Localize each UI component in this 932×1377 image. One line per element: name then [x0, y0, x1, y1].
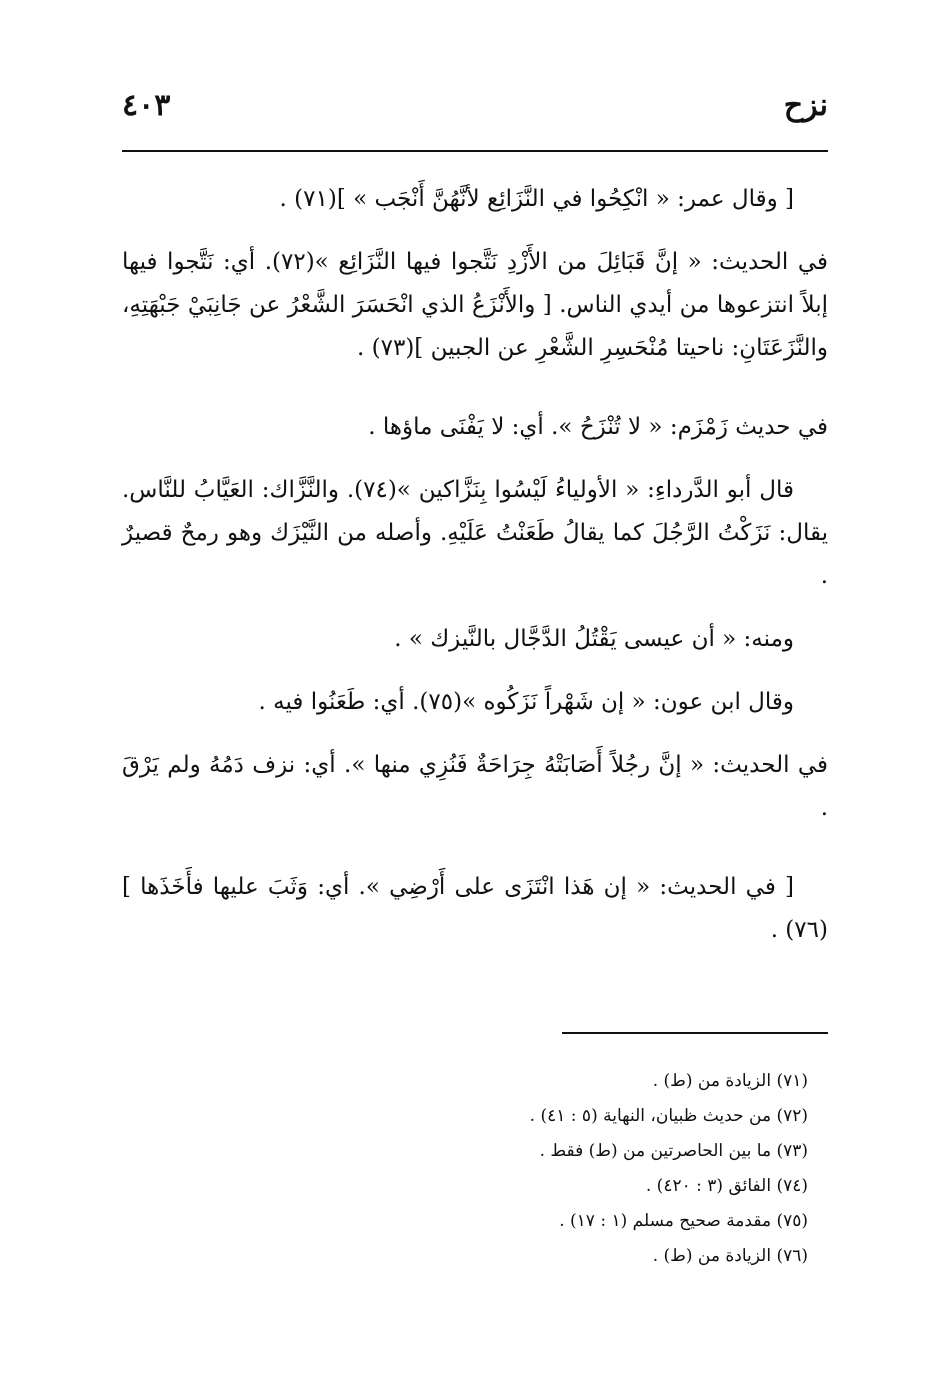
footnote-71: (٧١) الزيادة من (ط) . — [652, 1071, 808, 1091]
footnote-76: (٧٦) الزيادة من (ط) . — [652, 1246, 808, 1266]
paragraph-ibn-awn: وقال ابن عون: « إن شَهْراً نَزَكُوه »(٧٥). أي: طَعَنُوا فيه . — [258, 689, 794, 715]
footnote-74: (٧٤) الفائق (٣ : ٤٢٠) . — [645, 1176, 808, 1196]
paragraph-nazaie: في الحديث: « إنَّ قَبَائِلَ من الأَزْدِ نَتَّجوا فيها النَّزَائِع »(٧٢). أي: نَتَّجوا فيها إبلاً انتزعوها من أيدي الناس. [ والأَنْزَعُ الذي انْحَسَرَ الشَّعْرُ عن جَانِبَيْ جَبْهَتِهِ، والنَّزَعَتَانِ: ناحيتا مُنْحَسِرِ الشَّعْرِ عن الجبين ](٧٣) . — [122, 249, 828, 361]
page-number: ٤٠٣ — [122, 88, 171, 123]
footnote-72: (٧٢) من حديث ظبيان، النهاية (٥ : ٤١) . — [529, 1106, 808, 1126]
footnote-73: (٧٣) ما بين الحاصرتين من (ط) فقط . — [539, 1141, 808, 1161]
footnotes — [122, 1064, 828, 1274]
paragraph-nuzi: في الحديث: « إنَّ رجُلاً أَصَابَتْهُ جِرَاحَةٌ فَنُزِي منها ». أي: نزف دَمُهُ ولم يَرْقَ . — [122, 752, 828, 821]
page-title: نزح — [783, 88, 828, 123]
footnote-divider — [562, 1032, 828, 1034]
paragraph-intaza: [ في الحديث: « إن هَذا انْتَزَى على أَرْضِي ». أي: وَثَبَ عليها فأَخَذَها ](٧٦) . — [122, 874, 828, 943]
paragraph-umar: [ وقال عمر: « انْكِحُوا في النَّزَائِع لأنَّهُنَّ أَنْجَب » ](٧١) . — [279, 186, 794, 212]
main-text — [122, 178, 828, 952]
paragraph-isa: ومنه: « أن عيسى يَقْتُلُ الدَّجَّال بالنَّيزك » . — [394, 626, 794, 652]
paragraph-zamzam: في حديث زَمْزَم: « لا تُنْزَحُ ». أي: لا يَفْنَى ماؤها . — [368, 414, 828, 440]
footnote-75: (٧٥) مقدمة صحيح مسلم (١ : ١٧) . — [559, 1211, 808, 1231]
header-divider — [122, 150, 828, 152]
paragraph-abu-darda: قال أبو الدَّرداءِ: « الأولياءُ لَيْسُوا بِنَزَّاكين »(٧٤). والنَّزَّاك: العَيَّابُ للنَّاس. يقال: نَزَكْتُ الرَّجُلَ كما يقالُ طَعَنْتُ عَلَيْهِ. وأصله من النَّيْزَك وهو رمحٌ قصيرٌ . — [122, 477, 828, 589]
